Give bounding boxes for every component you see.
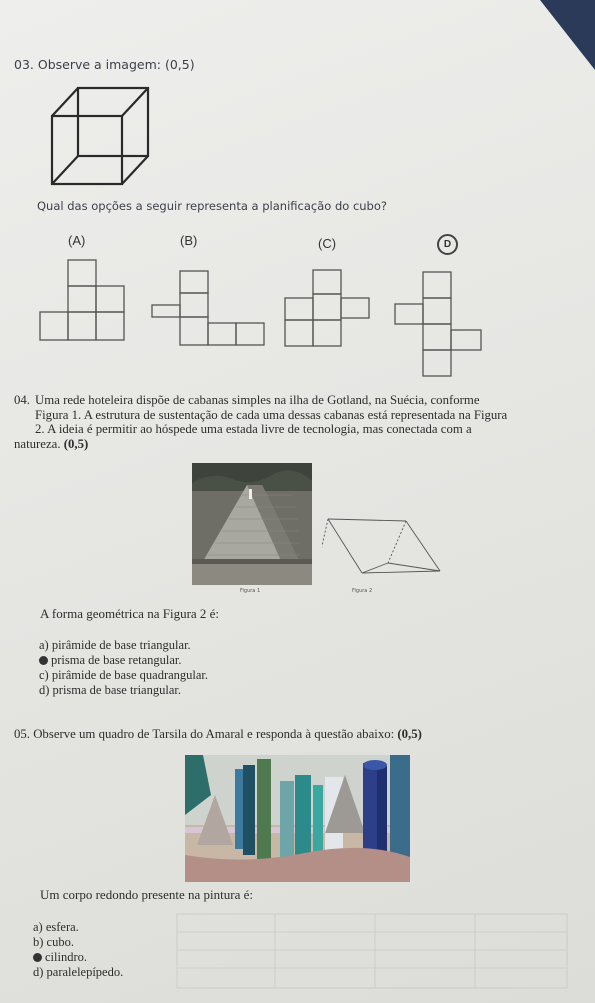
q4-option-a[interactable]: a) pirâmide de base triangular.	[39, 638, 191, 652]
q5-option-c-text: cilindro.	[45, 950, 88, 964]
net-option-b[interactable]	[148, 265, 273, 355]
q3-option-d-marked-label: D	[437, 234, 458, 255]
q3-title: 03. Observe a imagem: (0,5)	[14, 57, 195, 72]
q4-option-d[interactable]: d) prisma de base triangular.	[39, 683, 181, 697]
q3-option-c-label: (C)	[318, 236, 337, 251]
q4-line-1: Uma rede hoteleira dispõe de cabanas simples na ilha de Gotland, na Suécia, conforme	[35, 393, 480, 407]
q5-option-c[interactable]	[33, 950, 123, 965]
q4-line-3: 2. A ideia é permitir ao hóspede uma estada livre de tecnologia, mas conectada com a	[35, 422, 472, 436]
answer-mark-icon	[39, 656, 48, 665]
q4-statement	[14, 393, 574, 451]
q4-question: A forma geométrica na Figura 2 é:	[40, 606, 220, 621]
q4-option-b-text: prisma de base retangular.	[51, 653, 182, 667]
q4-line-2: Figura 1. A estrutura de sustentação de cada uma dessas cabanas está representada na Figura	[35, 407, 508, 422]
q4-number: 04.	[14, 393, 30, 407]
page-corner-shadow	[540, 0, 595, 70]
q3-question: Qual das opções a seguir representa a planificação do cubo?	[37, 199, 387, 213]
cube-figure	[48, 82, 158, 192]
answer-mark-icon	[33, 953, 42, 962]
q4-options	[39, 638, 208, 698]
q5-options	[33, 920, 123, 980]
show-through-table	[175, 912, 570, 992]
figure-2-caption: Figura 2	[352, 588, 373, 594]
q5-option-d[interactable]: d) paralelepípedo.	[33, 965, 124, 979]
figure-1-cabin-photo	[192, 463, 312, 585]
q4-option-b[interactable]	[39, 653, 208, 668]
q3-option-a-label: (A)	[68, 233, 86, 248]
q4-option-c[interactable]: c) pirâmide de base quadrangular.	[39, 668, 209, 682]
q5-question: Um corpo redondo presente na pintura é:	[40, 887, 253, 902]
net-option-d[interactable]	[393, 268, 503, 383]
q4-points: (0,5)	[63, 436, 89, 451]
net-option-c[interactable]	[283, 268, 383, 353]
q4-line-4: natureza.	[14, 436, 61, 451]
q5-points: (0,5)	[397, 727, 422, 741]
q5-option-b[interactable]: b) cubo.	[33, 935, 74, 949]
net-option-a[interactable]	[38, 258, 133, 346]
q5-title-text: 05. Observe um quadro de Tarsila do Amaral e responda à questão abaixo:	[14, 727, 395, 741]
figure-2-prism-diagram	[322, 515, 447, 590]
tarsila-painting	[185, 755, 410, 882]
figure-1-caption: Figura 1	[240, 588, 261, 594]
q5-option-a[interactable]: a) esfera.	[33, 920, 79, 934]
q5-title	[14, 727, 422, 742]
q3-option-b-label: (B)	[180, 233, 198, 248]
